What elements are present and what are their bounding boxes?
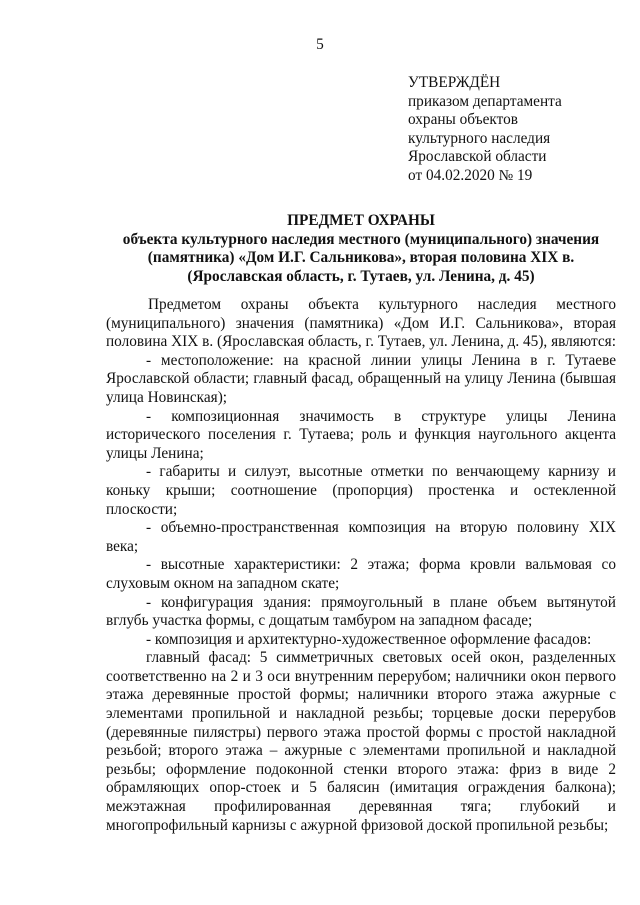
list-item-significance: - композиционная значимость в структуре улицы Ленина исторического поселения г. Тутаева; роль и функция наугольного акцента улицы Ленина; xyxy=(106,407,616,462)
title-line: объекта культурного наследия местного (муниципального) значения xyxy=(122,230,600,248)
main-facade-paragraph: главный фасад: 5 симметричных световых осей окон, разделенных соответственно на 2 и 3 оси внутренним перерубом; наличники окон первого этажа деревянные простой формы; наличники второго этажа ажурные с элементами пропильной и накладной резьбы; торцевые доски перерубов (деревянные пилястры) первого этажа простой формы с простой накладной резьбой; второго этажа – ажурные с элементами пропильной и накладной резьбы; оформление подоконной стенки второго этажа: фриз в виде 2 обрамляющих опор-стоек и 5 балясин (имитация ограждения балкона); межэтажная профилированная деревянная тяга; глубокий и многопрофильный карнизы с ажурной фризовой доской пропильной резьбы; xyxy=(106,649,616,834)
title-line: (Ярославская область, г. Тутаев, ул. Ленина, д. 45) xyxy=(187,267,535,285)
title-line: (памятника) «Дом И.Г. Сальникова», вторая половина XIX в. xyxy=(147,249,575,267)
title-heading: ПРЕДМЕТ ОХРАНЫ xyxy=(287,212,435,229)
list-item-height: - высотные характеристики: 2 этажа; форма кровли вальмовая со слуховым окном на западном скате; xyxy=(106,556,616,592)
approval-line: охраны объектов xyxy=(408,111,518,129)
list-item-configuration: - конфигурация здания: прямоугольный в плане объем вытянутой вглубь участка формы, с дощатым тамбуром на западном фасаде; xyxy=(106,593,616,630)
page-number: 5 xyxy=(316,36,324,53)
intro-paragraph: Предметом охраны объекта культурного наследия местного (муниципального) значения (памятника) «Дом И.Г. Сальникова», вторая половина XIX в. (Ярославская область, г. Тутаев, ул. Ленина, д. 45), являются: xyxy=(106,296,616,351)
approval-stamp-block xyxy=(408,74,638,186)
list-item-location: - местоположение: на красной линии улицы Ленина в г. Тутаеве Ярославской области; главный фасад, обращенный на улицу Ленина (бывшая улица Новинская); xyxy=(106,351,616,406)
document-title xyxy=(106,212,616,286)
list-item-composition: - объемно-пространственная композиция на вторую половину XIX века; xyxy=(106,519,616,555)
approval-line: приказом департамента xyxy=(408,92,562,110)
approval-line: УТВЕРЖДЁН xyxy=(408,74,501,91)
list-item-facades: - композиция и архитектурно-художественное оформление фасадов: xyxy=(146,630,592,648)
document-body xyxy=(106,296,616,835)
approval-line: от 04.02.2020 № 19 xyxy=(408,166,533,184)
approval-line: Ярославской области xyxy=(408,148,547,166)
list-item-dimensions: - габариты и силуэт, высотные отметки по венчающему карнизу и коньку крыши; соотношение (пропорция) простенка и остекленной плоскости; xyxy=(106,463,616,518)
approval-line: культурного наследия xyxy=(408,129,551,147)
